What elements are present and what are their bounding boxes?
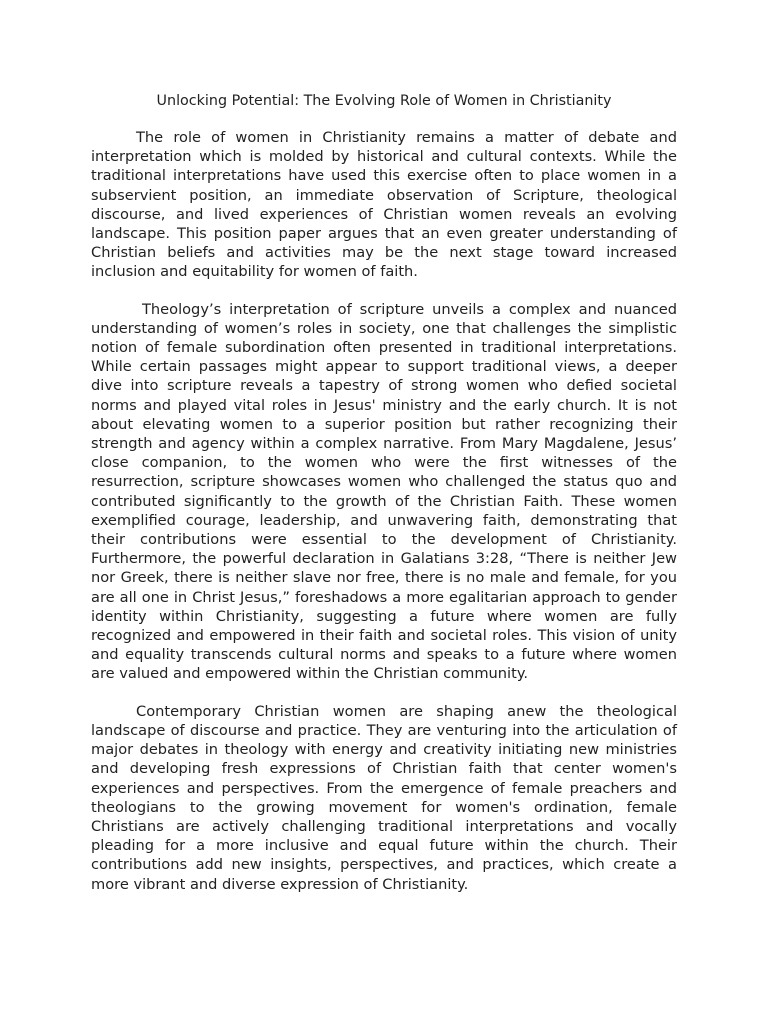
paragraph-theology: Theology’s interpretation of scripture unveils a complex and nuanced understanding of women’s roles in society, one that challenges the simplistic notion of female subordination often presented in traditional interpretations. While certain passages might appear to support traditional views, a deeper dive into scripture reveals a tapestry of strong women who defied societal norms and played vital roles in Jesus' ministry and the early church. It is not about elevating women to a superior position but rather recognizing their strength and agency within a complex narrative. From Mary Magdalene, Jesus’ close companion, to the women who were the first witnesses of the resurrection, scripture showcases women who challenged the status quo and contributed significantly to the growth of the Christian Faith. These women exemplified courage, leadership, and unwavering faith, demonstrating that their contributions were essential to the development of Christianity. Furthermore, the powerful declaration in Galatians 3:28, “There is neither Jew nor Greek, there is neither slave nor free, there is no male and female, for you are all one in Christ Jesus,” foreshadows a more egalitarian approach to gender identity within Christianity, suggesting a future where women are fully recognized and empowered in their faith and societal roles. This vision of unity and equality transcends cultural norms and speaks to a future where women are valued and empowered within the Christian community. [91, 300, 677, 683]
document-body [91, 92, 677, 912]
page-title: Unlocking Potential: The Evolving Role of Women in Christianity [156, 93, 612, 109]
paragraph-contemporary: Contemporary Christian women are shaping anew the theological landscape of discourse and practice. They are venturing into the articulation of major debates in theology with energy and creativity initiating new ministries and developing fresh expressions of Christian faith that center women's experiences and perspectives. From the emergence of female preachers and theologians to the growing movement for women's ordination, female Christians are actively challenging traditional interpretations and vocally pleading for a more inclusive and equal future within the church. Their contributions add new insights, perspectives, and practices, which create a more vibrant and diverse expression of Christianity. [91, 702, 677, 893]
paragraph-introduction: The role of women in Christianity remains a matter of debate and interpretation which is molded by historical and cultural contexts. While the traditional interpretations have used this exercise often to place women in a subservient position, an immediate observation of Scripture, theological discourse, and lived experiences of Christian women reveals an evolving landscape. This position paper argues that an even greater understanding of Christian beliefs and activities may be the next stage toward increased inclusion and equitability for women of faith. [91, 129, 677, 281]
